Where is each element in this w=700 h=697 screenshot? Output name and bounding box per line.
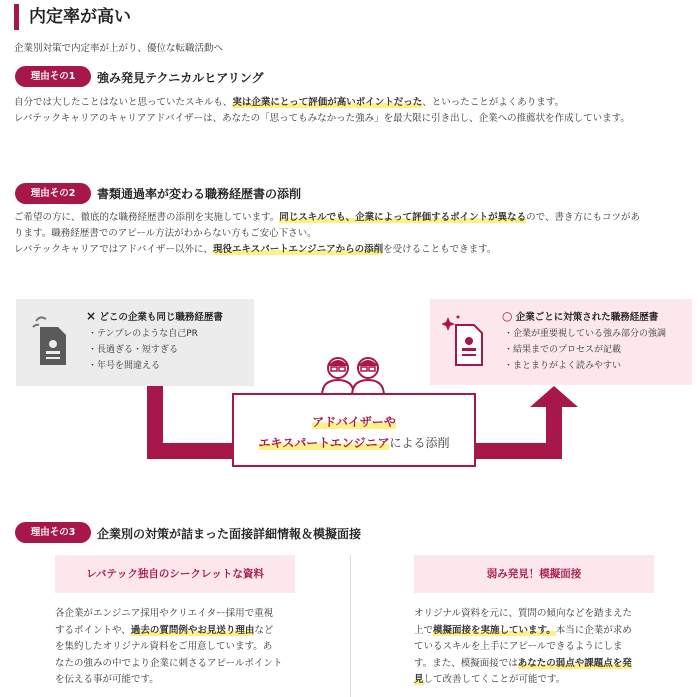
- reason1-line1-b: 、といったことがよくあります。: [422, 97, 564, 108]
- mock-line5-b: して改善してくことが可能です。: [423, 674, 566, 685]
- good-list: [504, 326, 666, 374]
- mock-interview-body: [414, 606, 632, 689]
- mock-line: オリジナル資料を元に、質問の傾向などを踏まえた: [414, 608, 633, 619]
- reason1-highlight: 実は企業にとって評価が高いポイントだった: [232, 97, 423, 108]
- reason3-badge: 理由その3: [15, 522, 91, 543]
- secret-line: なたの強みの中でより企業に刺さるアピールポイント: [55, 657, 283, 669]
- advisor-line1: [234, 413, 474, 430]
- advisor-line2-accent: エキスパートエンジニア: [258, 436, 390, 450]
- column-divider: [350, 555, 351, 697]
- reason2-line3-b: を受けることもできます。: [383, 244, 497, 255]
- advisor-line1-text: アドバイザーや: [312, 415, 396, 429]
- mock-line: [414, 672, 632, 689]
- good-item: ・結果までのプロセスが記載: [504, 345, 622, 355]
- bad-resume-box: [16, 299, 254, 386]
- secret-line: [55, 623, 282, 640]
- mock-interview-heading: 弱み発見！模擬面接: [414, 555, 654, 593]
- reason2-title: 書類通過率が変わる職務経歴書の添削: [97, 187, 302, 201]
- reason2-line1-b: ので、書き方にもコツがあ: [526, 212, 640, 223]
- page-subtitle: 企業別対策で内定率が上がり、優位な転職活動へ: [14, 43, 224, 54]
- secret-material-heading: レバテック独自のシークレットな資料: [55, 555, 295, 593]
- cross-icon: ×: [86, 309, 97, 323]
- secret-line2-b: など: [254, 624, 274, 636]
- bad-heading: [86, 309, 223, 323]
- advisors-icon: [316, 354, 392, 396]
- good-item: ・まとまりがよく読みやすい: [504, 361, 622, 371]
- reason1-badge: 理由その1: [15, 66, 91, 87]
- bad-item: ・テンプレのような自己PR: [88, 329, 198, 339]
- reason2-line1-a: ご希望の方に、徹底的な職務経歴書の添削を実施しています。: [14, 212, 280, 223]
- reason1-line2: レバテックキャリアのキャリアアドバイザーは、あなたの「思ってもみなかった強み」を最大限に引き出し、企業への推薦状を作成しています。: [14, 113, 630, 124]
- secret-line: を集約したオリジナル資料をご用意しています。あ: [55, 641, 273, 652]
- good-heading: [502, 309, 658, 323]
- bad-document-icon: [30, 313, 74, 369]
- mock-line: [414, 623, 632, 640]
- advisor-line2-rest: による添削: [389, 436, 450, 450]
- mock-line: ているスキルを上手にアピールできるようにしま: [414, 641, 623, 652]
- mock-highlight-1: 模擬面接を実施しています。: [433, 624, 556, 636]
- reason3-title: 企業別の対策が詰まった面接詳細情報＆模擬面接: [97, 527, 362, 541]
- reason1-title: 強み発見テクニカルヒアリング: [97, 71, 264, 85]
- reason2-highlight-1: 同じスキルでも、企業によって評価するポイントが異なる: [279, 212, 527, 223]
- arrow-head-up: [530, 386, 578, 407]
- mock-line: [414, 656, 632, 673]
- advisor-review-box: [232, 393, 476, 467]
- page-title: 内定率が高い: [14, 4, 131, 30]
- mock-line4-a: す。また、模擬面接では: [414, 657, 518, 669]
- bad-item: ・長過ぎる・短すぎる: [88, 345, 179, 355]
- secret-highlight: 過去の質問例やお見送り理由: [130, 624, 255, 636]
- reason1-line1-a: 自分では大したことはないと思っていたスキルも、: [14, 97, 233, 108]
- arrow-left-horizontal: [147, 443, 237, 459]
- mock-line2-b: 本当に企業が求め: [555, 624, 632, 636]
- arrow-right-vertical: [546, 405, 562, 459]
- bad-heading-text: どこの企業も同じ職務経歴書: [99, 312, 223, 323]
- reason2-line2: ります。職務経歴書でのアピール方法がわからない方もご安心下さい。: [14, 228, 317, 239]
- reason2-highlight-2: 現役エキスパートエンジニアからの添削: [212, 244, 384, 255]
- good-resume-box: [430, 299, 692, 385]
- mock-highlight-3: 見: [414, 674, 424, 685]
- good-document-icon: [442, 311, 490, 371]
- secret-material-body: [55, 606, 282, 689]
- secret-line: 各企業がエンジニア採用やクリエイター採用で重視: [55, 608, 274, 619]
- circle-icon: ○: [502, 309, 513, 323]
- bad-item: ・年号を間違える: [88, 361, 161, 371]
- secret-line: を伝える事が可能です。: [55, 674, 159, 685]
- reason2-badge: 理由その2: [15, 183, 91, 204]
- secret-line2-a: するポイントや、: [55, 624, 131, 636]
- mock-highlight-2: あなたの弱点や課題点を発: [517, 657, 632, 669]
- advisor-line2: [234, 434, 474, 451]
- mock-line2-a: 上で: [414, 624, 434, 636]
- good-item: ・企業が重要視している強み部分の強調: [504, 329, 667, 339]
- bad-list: [88, 326, 198, 374]
- reason2-line3-a: レバテックキャリアではアドバイザー以外に、: [14, 244, 213, 255]
- good-heading-text: 企業ごとに対策された職務経歴書: [515, 312, 659, 323]
